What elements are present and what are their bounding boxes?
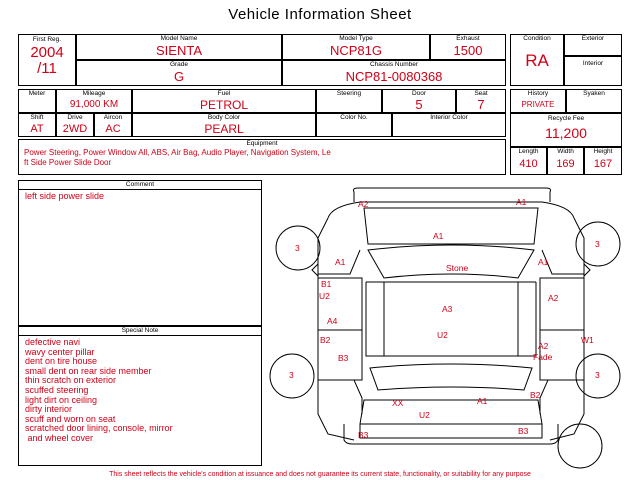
rear-window bbox=[370, 364, 532, 390]
mark-right-rear-door: A2 bbox=[538, 341, 549, 351]
seat-cell bbox=[456, 89, 506, 113]
comment-text: left side power slide bbox=[25, 191, 105, 201]
body-color-label: Body Color bbox=[207, 114, 241, 121]
aircon-cell bbox=[94, 113, 132, 137]
comment-box bbox=[18, 180, 262, 326]
left-side bbox=[318, 218, 354, 440]
mark-roof-stone: Stone bbox=[446, 263, 469, 273]
door-label: Door bbox=[411, 90, 427, 97]
meter-label: Meter bbox=[28, 90, 46, 97]
shift-value: AT bbox=[30, 123, 44, 135]
length-label: Length bbox=[518, 148, 539, 155]
special-note-line: dirty interior bbox=[25, 404, 73, 415]
drive-label: Drive bbox=[67, 114, 83, 121]
width-cell bbox=[547, 147, 584, 175]
model-type-value: NCP81G bbox=[329, 43, 383, 58]
mark-left-front-door-1: B1 bbox=[321, 279, 332, 289]
mark-left-front-door-2: U2 bbox=[319, 291, 330, 301]
equipment-cell bbox=[18, 139, 506, 175]
exhaust-label: Exhaust bbox=[456, 35, 480, 42]
special-note-line: light dirt on ceiling bbox=[25, 394, 98, 405]
color-no-label: Color No. bbox=[340, 114, 368, 121]
special-note-line: scuffed steering bbox=[25, 384, 89, 395]
mark-left-rear-door-1: A4 bbox=[327, 316, 338, 326]
shift-label: Shift bbox=[30, 114, 44, 121]
mileage-label: Mileage bbox=[82, 90, 106, 97]
roof-panel bbox=[384, 282, 518, 356]
comment-label: Comment bbox=[19, 181, 261, 190]
fuel-label: Fuel bbox=[217, 90, 231, 97]
model-name-label: Model Name bbox=[160, 35, 198, 42]
mark-left-fender: A1 bbox=[335, 257, 346, 267]
special-note-list bbox=[19, 336, 261, 444]
hood-panel bbox=[364, 208, 538, 244]
special-note-line: small dent on rear side member bbox=[25, 365, 152, 376]
car-diagram bbox=[262, 178, 640, 470]
interior-color-cell bbox=[392, 113, 506, 137]
recycle-value: 11,200 bbox=[545, 125, 587, 141]
model-name-cell bbox=[76, 34, 282, 60]
spare-tire bbox=[558, 424, 602, 468]
model-name-value: SIENTA bbox=[156, 43, 202, 58]
condition-label: Condition bbox=[523, 35, 551, 42]
length-value: 410 bbox=[519, 158, 538, 170]
drive-cell bbox=[56, 113, 94, 137]
body-color-value: PEARL bbox=[204, 122, 244, 136]
steering-cell bbox=[316, 89, 382, 113]
aircon-label: Aircon bbox=[103, 114, 123, 121]
condition-grade: RA bbox=[525, 51, 549, 70]
mark-left-rear-door-2: B2 bbox=[320, 335, 331, 345]
mileage-cell bbox=[56, 89, 132, 113]
grade-cell bbox=[76, 60, 282, 86]
special-note-line: thin scratch on exterior bbox=[25, 375, 117, 386]
sheet-title: Vehicle Information Sheet bbox=[228, 6, 412, 23]
seat-label: Seat bbox=[474, 90, 488, 97]
equipment-line-1: Power Steering, Power Window All, ABS, Air Bag, Audio Player, Navigation System, Le bbox=[24, 148, 331, 157]
shift-cell bbox=[18, 113, 56, 137]
width-value: 169 bbox=[556, 158, 575, 170]
syaken-cell bbox=[566, 89, 622, 113]
fuel-cell bbox=[132, 89, 316, 113]
tailgate bbox=[360, 400, 542, 424]
syaken-label: Syaken bbox=[583, 90, 605, 97]
mark-tire-rear-left: 3 bbox=[289, 370, 294, 380]
condition-cell bbox=[510, 34, 564, 86]
mark-rear-bumper-right: B3 bbox=[518, 426, 529, 436]
mark-roof-center: A3 bbox=[442, 304, 453, 314]
mark-hood: A1 bbox=[433, 231, 444, 241]
body-color-cell bbox=[132, 113, 316, 137]
mark-rear-quarter-right: B2 bbox=[530, 390, 541, 400]
height-label: Height bbox=[593, 148, 613, 155]
first-reg-cell bbox=[18, 34, 76, 86]
mark-rear-left: XX bbox=[392, 398, 404, 408]
color-no-cell bbox=[316, 113, 392, 137]
special-note-line: defective navi bbox=[25, 337, 81, 347]
mark-tire-rear-right: 3 bbox=[595, 370, 600, 380]
height-cell bbox=[584, 147, 622, 175]
model-type-cell bbox=[282, 34, 430, 60]
mark-right-fender: A1 bbox=[538, 257, 549, 267]
right-front-door bbox=[540, 278, 584, 330]
recycle-label: Recycle Fee bbox=[547, 115, 585, 122]
mark-right-front-door: A2 bbox=[548, 293, 559, 303]
mark-left-rocker: B3 bbox=[338, 353, 349, 363]
width-label: Width bbox=[557, 148, 574, 155]
special-note-box bbox=[18, 326, 262, 466]
interior-color-label: Interior Color bbox=[430, 114, 468, 121]
door-cell bbox=[382, 89, 456, 113]
mark-rear-gate: U2 bbox=[419, 410, 430, 420]
chassis-value: NCP81-0080368 bbox=[345, 69, 443, 84]
chassis-label: Chassis Number bbox=[369, 61, 419, 68]
first-reg-year: 2004 bbox=[30, 44, 64, 61]
exterior-cell bbox=[564, 34, 622, 56]
mark-rear-right: A1 bbox=[477, 396, 488, 406]
mark-front-left-bumper: A2 bbox=[358, 199, 369, 209]
steering-label: Steering bbox=[336, 90, 362, 97]
mark-interior-center: U2 bbox=[437, 330, 448, 340]
exhaust-value: 1500 bbox=[453, 43, 483, 58]
special-note-line: wavy center pillar bbox=[25, 346, 95, 357]
windshield bbox=[368, 245, 534, 278]
grade-label: Grade bbox=[169, 61, 189, 68]
first-reg-label: First Reg. bbox=[32, 36, 62, 43]
special-note-line: and wheel cover bbox=[25, 432, 94, 443]
mileage-value: 91,000 KM bbox=[69, 99, 119, 110]
mark-right-quarter: W1 bbox=[581, 335, 594, 345]
seat-value: 7 bbox=[477, 97, 485, 112]
history-label: History bbox=[527, 90, 549, 97]
fuel-value: PETROL bbox=[199, 98, 248, 112]
history-cell bbox=[510, 89, 566, 113]
meter-cell bbox=[18, 89, 56, 113]
special-note-label: Special Note bbox=[19, 327, 261, 336]
mark-rear-bumper-left: B3 bbox=[358, 430, 369, 440]
special-note-line: scuff and worn on seat bbox=[25, 413, 116, 424]
special-note-line: scratched door lining, console, mirror bbox=[25, 423, 173, 434]
grade-value: G bbox=[173, 69, 185, 84]
mark-right-rear-fade: Fade bbox=[533, 352, 553, 362]
equipment-label: Equipment bbox=[246, 140, 278, 147]
mark-tire-front-left: 3 bbox=[295, 243, 300, 253]
special-note-line: dent on tire house bbox=[25, 356, 98, 367]
exhaust-cell bbox=[430, 34, 506, 60]
first-reg-month: /11 bbox=[37, 60, 57, 77]
chassis-cell bbox=[282, 60, 506, 86]
disclaimer-footer: This sheet reflects the vehicle's condition at issuance and does not guarantee its current state, functionality, or suitability for any purpose bbox=[109, 471, 531, 478]
drive-value: 2WD bbox=[62, 123, 88, 135]
height-value: 167 bbox=[593, 158, 613, 170]
aircon-value: AC bbox=[105, 123, 121, 135]
exterior-label: Exterior bbox=[581, 35, 605, 42]
door-value: 5 bbox=[415, 97, 423, 112]
model-type-label: Model Type bbox=[339, 35, 373, 42]
mark-tire-front-right: 3 bbox=[595, 239, 600, 249]
length-cell bbox=[510, 147, 547, 175]
history-value: PRIVATE bbox=[521, 100, 555, 109]
interior-cell bbox=[564, 56, 622, 86]
recycle-cell bbox=[510, 113, 622, 147]
right-side bbox=[550, 218, 584, 440]
mark-front-right-bumper: A1 bbox=[516, 197, 527, 207]
interior-label: Interior bbox=[582, 60, 604, 67]
equipment-line-2: ft Side Power Slide Door bbox=[24, 158, 112, 167]
